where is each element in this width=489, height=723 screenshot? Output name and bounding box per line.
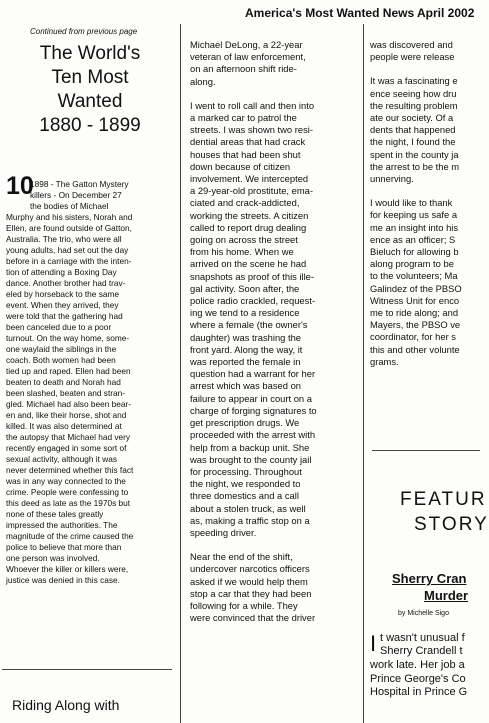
text-line: people were release: [370, 51, 455, 63]
text-line: proceeded with the arrest with: [190, 429, 316, 441]
text-line: charge of forging signatures to: [190, 404, 317, 416]
text-line: were convinced that the driver: [190, 612, 316, 624]
text-line: t wasn't unusual f: [380, 632, 465, 644]
story-line: Murphy and his sisters, Norah and: [6, 212, 133, 222]
text-line: was discovered and: [370, 39, 453, 50]
story-line: Australia. The trio, who were all: [6, 234, 122, 244]
story-line: the autopsy that Michael had very: [6, 432, 131, 442]
text-line: arrived on the scene he had: [190, 258, 307, 270]
text-line: a marked car to patrol the: [190, 112, 297, 124]
text-line: gal activity. Soon after, the: [190, 282, 300, 294]
masthead: America's Most Wanted News April 2002: [245, 6, 475, 20]
text-line: ate our society. Of a: [370, 112, 454, 124]
story-dropcap-number: 10: [6, 172, 34, 200]
story-line: dance. Another brother had trav-: [6, 278, 126, 288]
text-line: question had a warrant for her: [190, 368, 316, 380]
text-line: along.: [190, 75, 216, 87]
column-rule-right: [363, 24, 364, 723]
story-rule-col1: [2, 669, 172, 670]
text-line: working the streets. A citizen: [190, 209, 309, 221]
feature-heading-line: FEATUR: [400, 489, 487, 510]
story-line: 1898 - The Gatton Mystery: [30, 179, 129, 189]
story-line: one waylaid the siblings in the: [6, 344, 117, 354]
paragraph: [190, 100, 362, 539]
text-line: undercover narcotics officers: [190, 563, 310, 575]
story-line: one person was involved.: [6, 553, 100, 563]
crandell-story-title: [392, 570, 468, 604]
story-line: before in a carriage with the inten-: [6, 256, 132, 266]
text-line: streets. I was shown two resi-: [190, 124, 313, 136]
text-line: was reported the female in: [190, 356, 301, 368]
text-line: a 29-year-old prostitute, ema-: [190, 185, 313, 197]
paragraph: [190, 551, 362, 624]
story-line: en and, like their horse, shot and: [6, 410, 127, 420]
story-line: magnitude of the crime caused the: [6, 531, 134, 541]
text-line: the resulting problem: [370, 99, 458, 111]
story-dropcap: I: [370, 631, 377, 656]
text-line: on an afternoon shift ride-: [190, 63, 297, 75]
feature-title-line: Ten Most: [51, 67, 129, 88]
text-line: houses that had been shut: [190, 148, 301, 160]
text-line: for processing. Throughout: [190, 465, 302, 477]
story-line: justice was denied in this case.: [6, 575, 120, 585]
story-line: sexual activity, although it was: [6, 454, 117, 464]
text-line: stop a car that they had been: [190, 587, 312, 599]
feature-story-heading: [400, 487, 489, 537]
story-title-line: Sherry Cran: [392, 571, 467, 586]
story-line: impressed the authorities. The: [6, 520, 118, 530]
text-line: failure to appear in court on a: [190, 392, 312, 404]
text-line: daughter) was trashing the: [190, 331, 302, 343]
text-line: grams.: [370, 355, 399, 367]
text-line: snapshots as proof of this ille-: [190, 270, 315, 282]
text-line: me to ride along; and: [370, 307, 459, 319]
feature-title-line: The World's: [39, 43, 141, 64]
text-line: Galindez of the PBSO: [370, 282, 462, 294]
text-line: as, making a traffic stop on a: [190, 514, 310, 526]
story-line: Ellen, are found outside of Gatton,: [6, 223, 132, 233]
text-line: the arrest to be the m: [370, 160, 460, 172]
story-line: police to believe that more than: [6, 542, 122, 552]
feature-title-line: Wanted: [57, 91, 123, 112]
story-line: killers - On December 27: [30, 190, 122, 200]
story-line: were told that the gathering had: [6, 311, 123, 321]
story-line: coach. Both women had been: [6, 355, 116, 365]
paragraph: [190, 39, 362, 88]
byline: by Michelle Sigo: [398, 610, 449, 617]
ride-along-conclusion: [370, 39, 462, 368]
text-line: was brought to the county jail: [190, 453, 312, 465]
text-line: coordinator, for her s: [370, 331, 456, 343]
text-line: Witness Unit for enco: [370, 294, 460, 306]
story-line: eled by horseback to the same: [6, 289, 119, 299]
text-line: It was a fascinating e: [370, 75, 458, 87]
text-line: dents that happened: [370, 124, 456, 136]
text-line: Hospital in Prince G: [370, 686, 468, 698]
story-line: tion of attending a Boxing Day: [6, 267, 117, 277]
text-line: the night, I found the: [370, 136, 456, 148]
text-line: down because of citizen: [190, 160, 291, 172]
story-line: turnout. On the way home, some-: [6, 333, 130, 343]
text-line: work late. Her job a: [370, 659, 465, 671]
text-line: police radio crackled, request-: [190, 295, 316, 307]
text-line: to the volunteers; Ma: [370, 270, 458, 282]
text-line: unnerving.: [370, 173, 414, 185]
text-line: Sherry Crandell t: [380, 645, 463, 657]
story-line: been slashed, beaten and stran-: [6, 388, 126, 398]
riding-along-headline: Riding Along with: [12, 697, 120, 713]
text-line: get prescription drugs. We: [190, 417, 300, 429]
text-line: three domestics and a call: [190, 490, 299, 502]
story-line: was in any way connected to the: [6, 476, 126, 486]
text-line: Mayers, the PBSO ve: [370, 319, 461, 331]
text-line: help from a backup unit. She: [190, 441, 310, 453]
text-line: ence as an officer; S: [370, 233, 456, 245]
ride-along-story: [190, 39, 362, 636]
text-line: called to report drug dealing: [190, 221, 307, 233]
story-line: the bodies of Michael: [30, 201, 109, 211]
text-line: Near the end of the shift,: [190, 551, 293, 563]
story-line: beaten to death and Norah had: [6, 377, 121, 387]
column-rule-left: [180, 24, 181, 723]
story-line: none of these tales greatly: [6, 509, 104, 519]
feature-heading-line: STORY: [414, 514, 489, 535]
story-line: gled. Michael had also been bear-: [6, 399, 131, 409]
text-line: ence seeing how dru: [370, 87, 457, 99]
text-line: from his home. When we: [190, 246, 294, 258]
text-line: me an insight into his: [370, 221, 459, 233]
text-line: this and other volunte: [370, 343, 460, 355]
feature-title: [0, 42, 180, 138]
text-line: ing we tend to a residence: [190, 307, 300, 319]
story-line: killed. It was also determined at: [6, 421, 122, 431]
story-line: tied up and raped. Ellen had been: [6, 366, 131, 376]
text-line: I went to roll call and then into: [190, 99, 315, 111]
crandell-story-body: [370, 632, 467, 700]
text-line: following for a while. They: [190, 599, 298, 611]
story-line: Whoever the killer or killers were,: [6, 564, 129, 574]
text-line: involvement. We intercepted: [190, 173, 309, 185]
column-three: [370, 0, 489, 723]
text-line: along program to be: [370, 258, 454, 270]
text-line: Prince George's Co: [370, 672, 466, 685]
text-line: asked if we would help them: [190, 575, 308, 587]
text-line: where a female (the owner's: [190, 319, 308, 331]
story-line: been canceled due to a poor: [6, 322, 112, 332]
text-line: the night, we responded to: [190, 478, 301, 490]
story-line: this deed as late as the 1970s but: [6, 498, 131, 508]
text-line: arrest which was based on: [190, 380, 301, 392]
text-line: dential areas that had crack: [190, 136, 306, 148]
story-line: crime. People were confessing to: [6, 487, 129, 497]
feature-title-years: 1880 - 1899: [39, 115, 141, 136]
story-line: event. When they arrived, they: [6, 300, 119, 310]
text-line: veteran of law enforcement,: [190, 51, 306, 63]
story-line: never determined whether this fact: [6, 465, 134, 475]
text-line: speeding driver.: [190, 526, 257, 538]
text-line: going on across the street: [190, 234, 298, 246]
text-line: Bieluch for allowing b: [370, 246, 459, 258]
story-line: recently engaged in some sort of: [6, 443, 127, 453]
text-line: for keeping us safe a: [370, 209, 458, 221]
story-title-line: Murder: [424, 588, 469, 603]
text-line: front yard. Along the way, it: [190, 343, 303, 355]
gatton-mystery-story: [6, 179, 174, 586]
text-line: ciated and crack-addicted,: [190, 197, 300, 209]
story-line: young adults, had set out the day: [6, 245, 129, 255]
text-line: spent in the county ja: [370, 148, 459, 160]
continued-label: Continued from previous page: [30, 27, 138, 36]
text-line: I would like to thank: [370, 197, 453, 209]
text-line: about a stolen truck, as well: [190, 502, 306, 514]
text-line: Michael DeLong, a 22-year: [190, 39, 303, 50]
